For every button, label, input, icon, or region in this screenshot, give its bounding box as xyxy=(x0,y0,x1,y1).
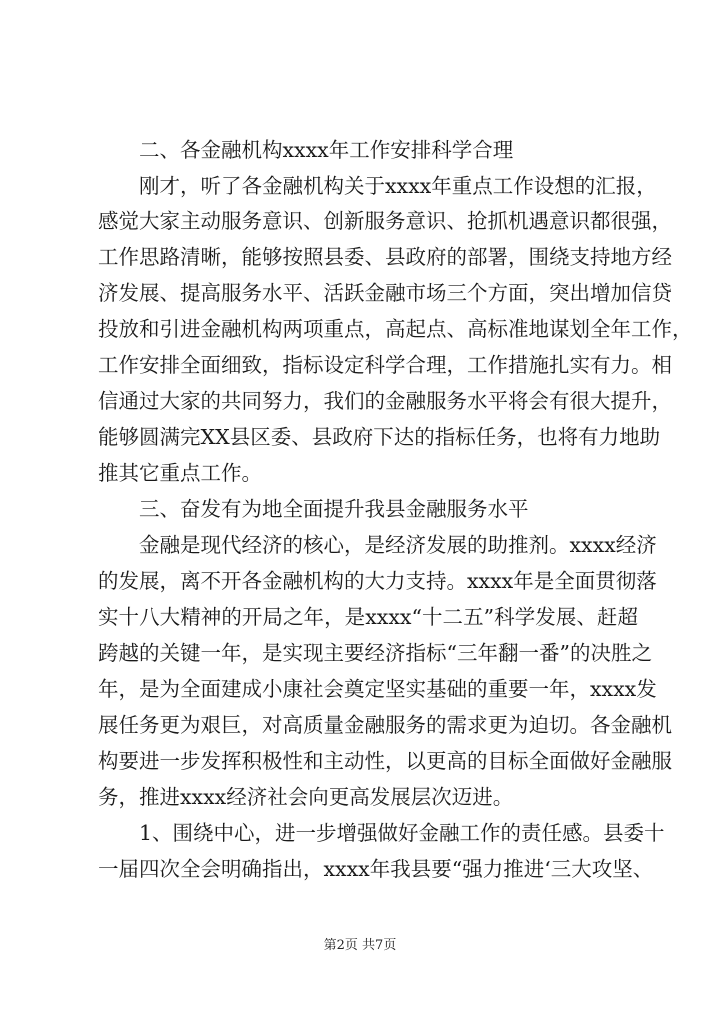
paragraph-line: 信通过大家的共同努力，我们的金融服务水平将会有很大提升， xyxy=(98,389,672,413)
paragraph-line: 一届四次全会明确指出，xxxx年我县要“强力推进‘三大攻坚、 xyxy=(98,857,654,881)
page-footer: 第2页 共7页 xyxy=(323,938,397,953)
paragraph-line: 刚才，听了各金融机构关于xxxx年重点工作设想的汇报， xyxy=(139,174,657,198)
paragraph-line: 金融是现代经济的核心，是经济发展的助推剂。xxxx经济 xyxy=(139,533,657,557)
section-heading-2: 二、各金融机构xxxx年工作安排科学合理 xyxy=(139,138,514,162)
paragraph-line: 能够圆满完XX县区委、县政府下达的指标任务，也将有力地助 xyxy=(98,425,661,449)
paragraph-line: 年，是为全面建成小康社会奠定坚实基础的重要一年，xxxx发 xyxy=(98,677,657,701)
paragraph-line: 感觉大家主动服务意识、创新服务意识、抢抓机遇意识都很强， xyxy=(98,209,672,233)
paragraph-line: 济发展、提高服务水平、活跃金融市场三个方面，突出增加信贷 xyxy=(98,281,672,305)
paragraph-line: 投放和引进金融机构两项重点，高起点、高标准地谋划全年工作， xyxy=(98,317,693,341)
paragraph-line: 务，推进xxxx经济社会向更高发展层次迈进。 xyxy=(98,785,514,809)
paragraph-line: 展任务更为艰巨，对高质量金融服务的需求更为迫切。各金融机 xyxy=(98,713,672,737)
paragraph-line: 1、围绕中心，进一步增强做好金融工作的责任感。县委十 xyxy=(139,821,665,845)
paragraph-line: 实十八大精神的开局之年，是xxxx“十二五”科学发展、赶超 xyxy=(98,605,638,629)
paragraph-line: 工作安排全面细致，指标设定科学合理，工作措施扎实有力。相 xyxy=(98,353,672,377)
paragraph-line: 工作思路清晰，能够按照县委、县政府的部署，围绕支持地方经 xyxy=(98,245,672,269)
paragraph-line: 跨越的关键一年，是实现主要经济指标“三年翻一番”的决胜之 xyxy=(98,641,652,665)
paragraph-line: 推其它重点工作。 xyxy=(98,461,262,485)
paragraph-line: 的发展，离不开各金融机构的大力支持。xxxx年是全面贯彻落 xyxy=(98,569,657,593)
paragraph-line: 构要进一步发挥积极性和主动性，以更高的目标全面做好金融服 xyxy=(98,749,672,773)
section-heading-3: 三、奋发有为地全面提升我县金融服务水平 xyxy=(139,497,529,521)
